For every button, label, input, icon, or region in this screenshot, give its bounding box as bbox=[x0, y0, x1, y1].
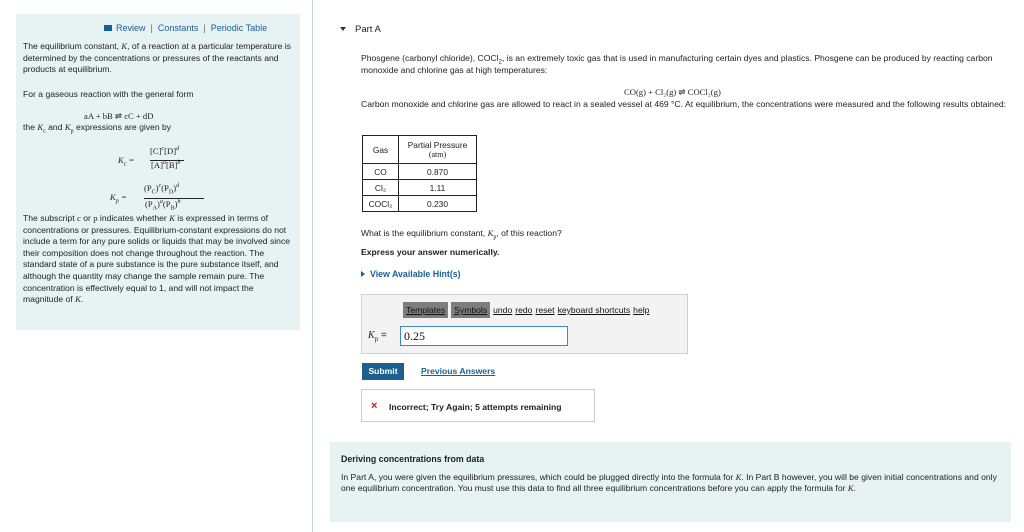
general-form-text: For a gaseous reaction with the general form bbox=[23, 89, 194, 99]
kp-formula: $K_p$ = $(P_C)^c(P_D)^d$ $(P_A)^a(P_B)^b$ bbox=[110, 181, 250, 215]
phosgene-intro: Phosgene (carbonyl chloride), COCl$_2$, is an extremely toxic gas that is used in manufacturing certain dyes and plastics. Phosgene can be produced by reacting carbon monoxide and chlorine gas at high temperatures: bbox=[361, 53, 993, 75]
gas-cell: CO bbox=[363, 164, 399, 180]
question-text: What is the equilibrium constant, $K_p$, of this reaction? bbox=[361, 228, 562, 241]
pressure-cell: 0.870 bbox=[399, 164, 477, 180]
kc-kp-intro: the $K_c$ and $K_p$ expressions are given by bbox=[23, 122, 172, 135]
gas-cell: COCl₂ bbox=[363, 196, 399, 212]
undo-button[interactable]: undo bbox=[493, 305, 513, 315]
header-partial-pressure: Partial Pressure (atm) bbox=[399, 136, 477, 164]
header-gas: Gas bbox=[363, 136, 399, 164]
constants-link[interactable]: Constants bbox=[157, 23, 199, 33]
link-separator: | bbox=[150, 23, 153, 33]
keyboard-shortcuts-button[interactable]: keyboard shortcuts bbox=[557, 305, 631, 315]
gas-cell: Cl₂ bbox=[363, 180, 399, 196]
symbols-button[interactable]: Symbols bbox=[451, 302, 490, 318]
table-row bbox=[363, 164, 477, 180]
info-panel bbox=[16, 14, 300, 330]
periodic-table-link[interactable]: Periodic Table bbox=[210, 23, 268, 33]
general-reaction: aA + bB ⇌ cC + dD bbox=[84, 111, 154, 121]
part-a-header[interactable]: Part A bbox=[340, 24, 381, 35]
expand-arrow-icon bbox=[361, 271, 365, 277]
vessel-paragraph: Carbon monoxide and chlorine gas are allowed to react in a sealed vessel at 469 °C. At equilibrium, the concentrations were measured and the following results obtained: bbox=[361, 99, 1007, 109]
review-link[interactable]: Review bbox=[116, 23, 146, 33]
submit-button[interactable]: Submit bbox=[362, 363, 404, 380]
view-hints-link[interactable]: View Available Hint(s) bbox=[361, 269, 461, 279]
table-row bbox=[363, 196, 477, 212]
math-toolbar bbox=[403, 302, 652, 318]
resource-links bbox=[104, 23, 267, 33]
redo-button[interactable]: redo bbox=[515, 305, 533, 315]
incorrect-icon: × bbox=[371, 400, 378, 412]
phosgene-reaction: CO(g) + Cl₂(g) ⇌ COCl₂(g) bbox=[624, 87, 721, 97]
intro-paragraph: The equilibrium constant, K, of a reaction at a particular temperature is determined by the concentrations or pressures of the reactants and products at equilibrium. bbox=[23, 41, 291, 75]
pressure-cell: 0.230 bbox=[399, 196, 477, 212]
partial-pressure-table bbox=[362, 135, 477, 212]
kp-label: $K_p$ = bbox=[368, 330, 387, 343]
templates-button[interactable]: Templates bbox=[403, 302, 448, 318]
answer-input[interactable]: 0.25 bbox=[400, 326, 568, 346]
answer-area bbox=[361, 294, 688, 354]
help-button[interactable]: help bbox=[633, 305, 650, 315]
feedback-box bbox=[361, 389, 595, 422]
reset-button[interactable]: reset bbox=[535, 305, 555, 315]
table-header-row bbox=[363, 136, 477, 164]
feedback-message: Incorrect; Try Again; 5 attempts remaining bbox=[389, 402, 562, 412]
kc-formula: $K_c$ = $[C]^c[D]^d$ $[A]^a[B]^b$ bbox=[118, 146, 238, 176]
previous-answers-link[interactable]: Previous Answers bbox=[421, 366, 496, 376]
express-instruction: Express your answer numerically. bbox=[361, 247, 500, 257]
collapse-caret-icon[interactable] bbox=[340, 27, 346, 31]
review-icon[interactable] bbox=[104, 25, 112, 31]
pressure-cell: 1.11 bbox=[399, 180, 477, 196]
table-row bbox=[363, 180, 477, 196]
part-b-intro-panel bbox=[330, 442, 1011, 522]
link-separator: | bbox=[203, 23, 206, 33]
panel-title: Deriving concentrations from data bbox=[341, 454, 485, 464]
panel-text: In Part A, you were given the equilibrium pressures, which could be plugged directly into the formula for K. In Part B however, you will be given initial concentrations and only one equilibrium concentration. You must use this data to find all three equilibrium concentrations before you can apply the formula for K. bbox=[341, 472, 997, 494]
subscript-paragraph: The subscript c or p indicates whether K is expressed in terms of concentrations or pressures. Equilibrium-constant expressions do not include a term for any pure solids or liquids that may be involved since their composition does not change throughout the reaction. The standard state of a pure substance is the pure substance itself, and although the quantity may change the sample remain pure. The concentration is effectively equal to 1, and will not impact the magnitude of K. bbox=[23, 213, 291, 305]
column-divider bbox=[312, 0, 313, 532]
